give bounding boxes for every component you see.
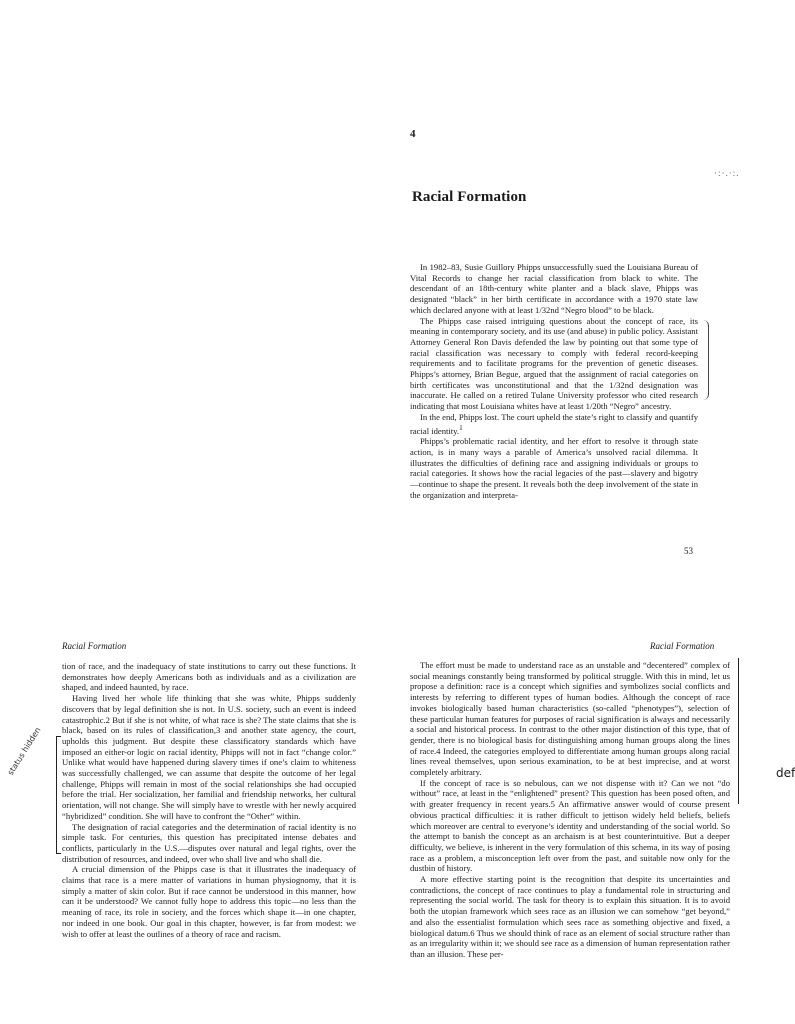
top-paragraph-4: Phipps’s problematic racial identity, and her effort to resolve it through state action, is in many ways a parable of America’s unsolved racial dilemma. It illustrates the difficulties of defining race and assigning individuals or groups to racial categories. It shows how the racial legacies of the past—slavery and bigotry—continue to shape the present. It reveals both the deep involvement of the state in the organization and interpreta- <box>410 436 698 500</box>
top-paragraph-3 <box>410 412 698 436</box>
margin-ink-mark <box>700 320 709 400</box>
top-paragraph-2: The Phipps case raised intriguing questions about the concept of race, its meaning in contemporary society, and its use (and abuse) in public policy. Assistant Attorney General Ron Davis defended the law by pointing out that some type of racial classification was necessary to comply with federal record-keeping requirements and to facilitate programs for the prevention of genetic diseases. Phipps’s attorney, Brian Begue, argued that the assignment of racial categories on birth certificates was unconstitutional and that the 1/32nd designation was inaccurate. He called on a retired Tulane University professor who cited research indicating that most Louisiana whites have at least 1/20th “Negro” ancestry. <box>410 315 698 412</box>
right-running-head: Racial Formation <box>650 641 715 651</box>
scan-speckle-decoration: ·:·.·:. <box>714 168 740 178</box>
right-paragraph-1: The effort must be made to understand race as an unstable and “decentered” complex of social meanings constantly being transformed by political struggle. With this in mind, let us propose a definition: race is a concept which signifies and symbolizes social conflicts and interests by referring to different types of human bodies. Although the concept of race invokes biologically based human characteristics (so-called “phenotypes”), selection of these particular human features for purposes of racial signification is always and necessarily a social and historical process. In contrast to the other major distinction of this type, that of gender, there is no biological basis for distinguishing among human groups along the lines of race.4 Indeed, the categories employed to differentiate among human groups along racial lines reveal themselves, upon serious examination, to be at best imprecise, and at worst completely arbitrary. <box>410 660 730 778</box>
right-margin-note: def <box>776 766 795 780</box>
top-paragraph-3-text: In the end, Phipps lost. The court upheld the state’s right to classify and quantify racial identity. <box>410 411 698 436</box>
left-paragraph-3: The designation of racial categories and the determination of racial identity is no simple task. For centuries, this question has precipitated intense debates and conflicts, particularly in the U.S.—disputes over natural and legal rights, over the distribution of resources, and indeed, over who shall live and who shall die. <box>62 821 356 864</box>
left-page-body <box>62 661 356 939</box>
top-page-body <box>410 262 698 500</box>
left-running-head: Racial Formation <box>62 641 127 651</box>
left-margin-bracket <box>56 736 61 854</box>
left-paragraph-2: Having lived her whole life thinking that she was white, Phipps suddenly discovers that by legal definition she is not. In U.S. society, such an event is indeed catastrophic.2 But if she is not white, of what race is she? The state claims that she is black, based on its rules of classification,3 and another state agency, the court, upholds this judgment. But despite these classificatory standards which have imposed an either-or logic on racial identity, Phipps will not in fact “change color.” Unlike what would have happened during slavery times if one’s claim to whiteness was successfully challenged, we can assume that despite the outcome of her legal challenge, Phipps will remain in most of the social relationships she had occupied before the trial. Her socialization, her familial and friendship networks, her cultural orientation, will not change. She will simply have to wrestle with her newly acquired “hybridized” condition. She will have to confront the “Other” within. <box>62 693 356 821</box>
chapter-title: Racial Formation <box>412 189 527 205</box>
right-paragraph-2: If the concept of race is so nebulous, can we not dispense with it? Can we not “do without” race, at least in the “enlightened” present? This question has been posed often, and with greater frequency in recent years.5 An affirmative answer would of course present obvious practical difficulties: it is rather difficult to jettison widely held beliefs, beliefs which moreover are central to everyone’s identity and understanding of the social world. So the attempt to banish the concept as an archaism is at best counterintuitive. But a deeper difficulty, we believe, is inherent in the very formulation of this schema, in its way of posing race as a problem, a misconception left over from the past, and suitable now only for the dustbin of history. <box>410 777 730 874</box>
right-margin-bracket <box>734 658 739 804</box>
left-paragraph-4: A crucial dimension of the Phipps case is that it illustrates the inadequacy of claims that race is a mere matter of variations in human physiognomy, that it is simply a matter of skin color. But if race cannot be understood in this manner, how can it be understood? We cannot fully hope to address this topic—no less than the meaning of race, its role in society, and the forces which shape it—in one chapter, nor indeed in one book. Our goal in this chapter, however, is far from modest: we wish to offer at least the outlines of a theory of race and racism. <box>62 864 356 939</box>
right-paragraph-3: A more effective starting point is the recognition that despite its uncertainties and contradictions, the concept of race continues to play a fundamental role in structuring and representing the social world. The task for theory is to explain this situation. It is to avoid both the utopian framework which sees race as an illusion we can somehow “get beyond,” and also the essentialist formulation which sees race as something objective and fixed, a biological datum.6 Thus we should think of race as an element of social structure rather than as an irregularity within it; we should see race as a dimension of human representation rather than an illusion. These per- <box>410 874 730 959</box>
left-paragraph-1: tion of race, and the inadequacy of state institutions to carry out these functions. It demonstrates how deeply Americans both as individuals and as a civilization are shaped, and indeed haunted, by race. <box>62 661 356 693</box>
page-folio: 53 <box>684 546 693 556</box>
top-paragraph-1: In 1982–83, Susie Guillory Phipps unsuccessfully sued the Louisiana Bureau of Vital Records to change her racial classification from black to white. The descendant of an 18th-century white planter and a black slave, Phipps was designated “black” in her birth certificate in accordance with a 1970 state law which declared anyone with at least 1/32nd “Negro blood” to be black. <box>410 262 698 315</box>
chapter-number: 4 <box>410 128 416 140</box>
handwritten-margin-note: status hidden <box>6 725 43 777</box>
footnote-mark-1: 1 <box>459 423 463 432</box>
right-page-body <box>410 660 730 960</box>
